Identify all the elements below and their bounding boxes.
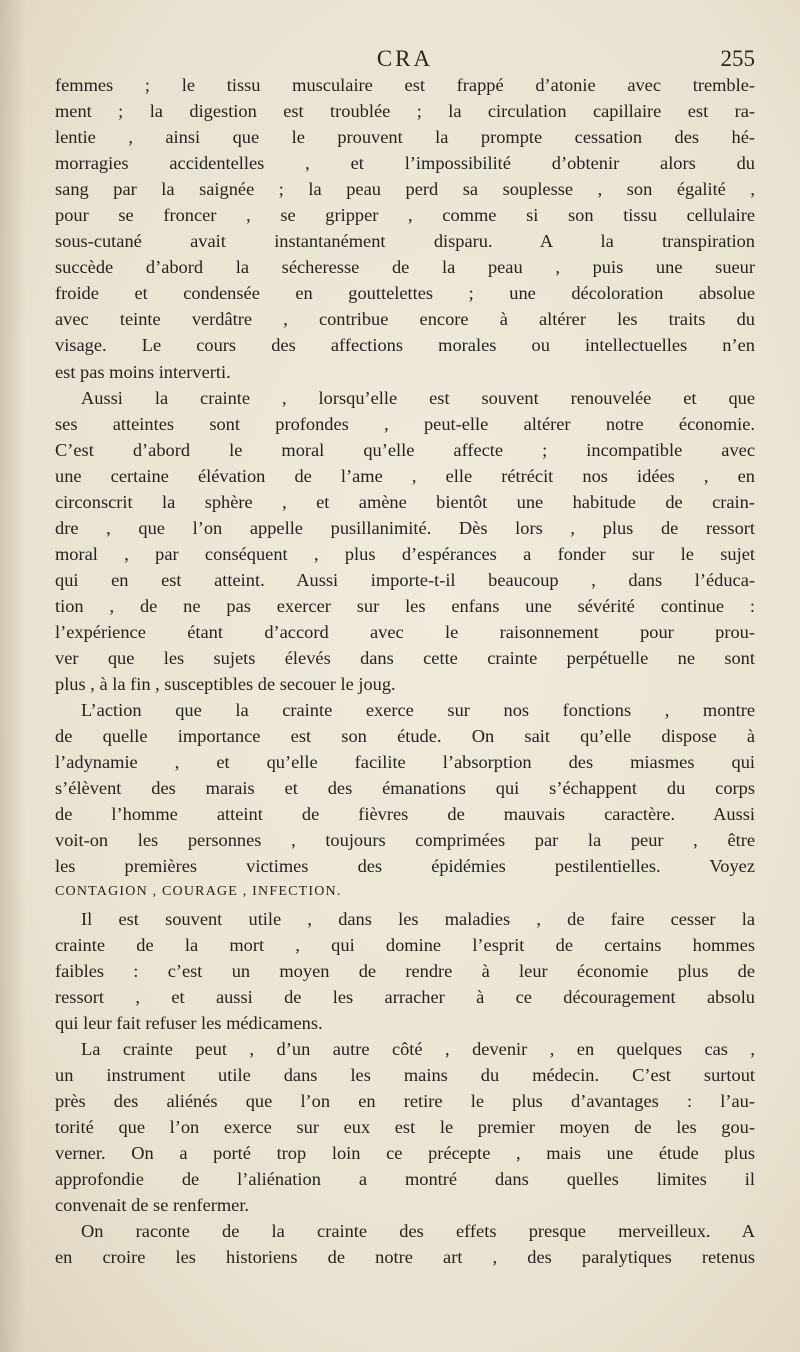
text-line: pour se froncer , se gripper , comme si son tissu cellulaire [55, 205, 755, 226]
text-line: C’est d’abord le moral qu’elle affecte ; incompatible avec [55, 439, 755, 460]
text-line: lentie , ainsi que le prouvent la prompte cessation des hé- [55, 127, 755, 148]
text-line: succède d’abord la sécheresse de la peau , puis une sueur [55, 257, 755, 278]
text-line: qui leur fait refuser les médicamens. [55, 1012, 323, 1033]
running-head: CRA [376, 46, 434, 71]
text-line: L’action que la crainte exerce sur nos fonctions , montre [81, 700, 755, 721]
text-line: La crainte peut , d’un autre côté , devenir , en quelques cas , [81, 1038, 755, 1059]
text-line: s’élèvent des marais et des émanations qui s’échappent du corps [55, 778, 755, 799]
text-line: l’expérience étant d’accord avec le raisonnement pour prou- [55, 621, 755, 642]
text-line: sous-cutané avait instantanément disparu. A la transpiration [55, 231, 755, 252]
text-line: ment ; la digestion est troublée ; la circulation capillaire est ra- [55, 101, 755, 122]
text-line: moral , par conséquent , plus d’espérances a fonder sur le sujet [55, 543, 755, 564]
text-line: les premières victimes des épidémies pestilentielles. Voyez [55, 856, 755, 877]
text-line: avec teinte verdâtre , contribue encore à altérer les traits du [55, 309, 755, 330]
text-body [55, 72, 755, 1270]
text-line: crainte de la mort , qui domine l’esprit de certains hommes [55, 934, 755, 955]
text-line: circonscrit la sphère , et amène bientôt une habitude de crain- [55, 491, 755, 512]
binding-shadow [0, 0, 26, 1352]
text-line: Il est souvent utile , dans les maladies , de faire cesser la [81, 908, 755, 929]
text-line: près des aliénés que l’on en retire le plus d’avantages : l’au- [55, 1090, 755, 1111]
text-line: voit-on les personnes , toujours comprimées par la peur , être [55, 830, 755, 851]
text-line: en croire les historiens de notre art , des paralytiques retenus [55, 1247, 755, 1268]
text-line: l’adynamie , et qu’elle facilite l’absorption des miasmes qui [55, 752, 755, 773]
page-number: 255 [720, 46, 755, 71]
text-line: qui en est atteint. Aussi importe-t-il beaucoup , dans l’éduca- [55, 569, 755, 590]
text-line: ver que les sujets élevés dans cette crainte perpétuelle ne sont [55, 648, 755, 669]
text-line: visage. Le cours des affections morales ou intellectuelles n’en [55, 335, 755, 356]
cross-reference-line: CONTAGION , COURAGE , INFECTION. [55, 884, 342, 900]
text-line: approfondie de l’aliénation a montré dans quelles limites il [55, 1168, 755, 1189]
text-line: de l’homme atteint de fièvres de mauvais caractère. Aussi [55, 804, 755, 825]
text-line: faibles : c’est un moyen de rendre à leur économie plus de [55, 960, 755, 981]
text-line: Aussi la crainte , lorsqu’elle est souvent renouvelée et que [81, 387, 755, 408]
text-line: verner. On a porté trop loin ce précepte , mais une étude plus [55, 1142, 755, 1163]
text-line: morragies accidentelles , et l’impossibilité d’obtenir alors du [55, 153, 755, 174]
text-line: est pas moins interverti. [55, 361, 231, 382]
text-line: sang par la saignée ; la peau perd sa souplesse , son égalité , [55, 179, 755, 200]
text-line: convenait de se renfermer. [55, 1195, 250, 1216]
text-line: ses atteintes sont profondes , peut-elle altérer notre économie. [55, 413, 755, 434]
text-line: de quelle importance est son étude. On sait qu’elle dispose à [55, 726, 755, 747]
text-line: dre , que l’on appelle pusillanimité. Dès lors , plus de ressort [55, 517, 755, 538]
text-line: une certaine élévation de l’ame , elle rétrécit nos idées , en [55, 465, 755, 486]
text-line: froide et condensée en gouttelettes ; une décoloration absolue [55, 283, 755, 304]
text-line: tion , de ne pas exercer sur les enfans une sévérité continue : [55, 595, 755, 616]
text-line: femmes ; le tissu musculaire est frappé d’atonie avec tremble- [55, 75, 755, 95]
text-line: torité que l’on exerce sur eux est le premier moyen de les gou- [55, 1116, 755, 1137]
text-line: ressort , et aussi de les arracher à ce découragement absolu [55, 986, 755, 1007]
text-line: On raconte de la crainte des effets presque merveilleux. A [81, 1221, 755, 1242]
text-line: plus , à la fin , susceptibles de secouer le joug. [55, 674, 396, 695]
text-line: un instrument utile dans les mains du médecin. C’est surtout [55, 1064, 755, 1085]
